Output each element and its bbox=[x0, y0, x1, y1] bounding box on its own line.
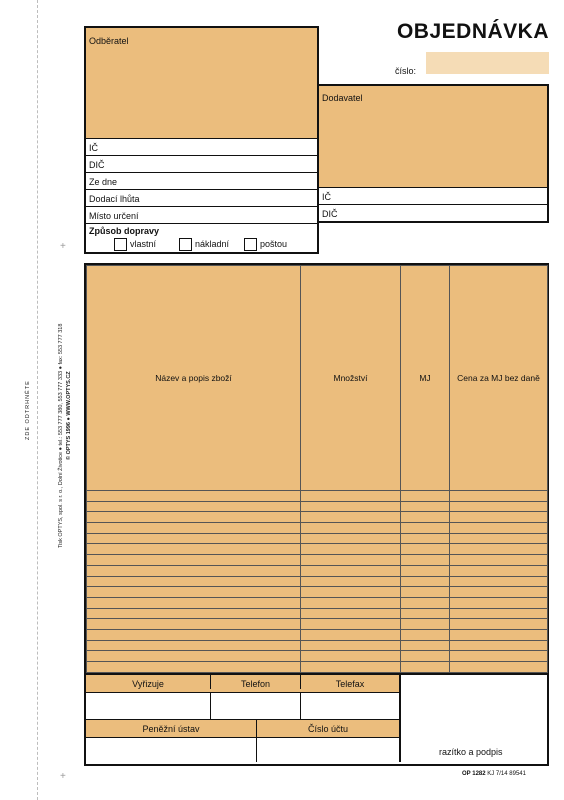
option-label: vlastní bbox=[130, 238, 157, 249]
footer-row2-header bbox=[86, 719, 399, 738]
dodaci-lhuta-label: Dodací lhůta bbox=[89, 194, 140, 204]
table-row bbox=[87, 608, 548, 619]
nazev-cell[interactable] bbox=[87, 544, 301, 555]
mnozstvi-cell[interactable] bbox=[301, 630, 401, 641]
stamp-label: razítko a podpis bbox=[439, 747, 503, 757]
mj-cell[interactable] bbox=[401, 651, 450, 662]
header-nazev: Název a popis zboží bbox=[87, 266, 301, 491]
cena-cell[interactable] bbox=[450, 544, 548, 555]
ze-dne-row[interactable] bbox=[86, 172, 317, 189]
cislo-uctu-header: Číslo účtu bbox=[256, 720, 399, 737]
printer-info: Tisk OPTYS, spol. s r. o., Dolní Životice ● tel.: 553 777 380, 553 777 333 ● fax: 553 777 318 bbox=[58, 323, 64, 548]
plus-mark: + bbox=[60, 241, 66, 252]
order-number-field[interactable] bbox=[426, 52, 549, 74]
mj-cell[interactable] bbox=[401, 501, 450, 512]
table-row bbox=[87, 544, 548, 555]
cena-cell[interactable] bbox=[450, 576, 548, 587]
cena-cell[interactable] bbox=[450, 587, 548, 598]
nazev-cell[interactable] bbox=[87, 608, 301, 619]
odberatel-area[interactable] bbox=[86, 28, 317, 138]
table-row bbox=[87, 501, 548, 512]
mnozstvi-cell[interactable] bbox=[301, 662, 401, 673]
cena-cell[interactable] bbox=[450, 533, 548, 544]
misto-urceni-label: Místo určení bbox=[89, 211, 139, 221]
plus-mark: + bbox=[60, 771, 66, 782]
dodavatel-dic-row[interactable] bbox=[319, 204, 547, 221]
mj-cell[interactable] bbox=[401, 512, 450, 523]
dodavatel-box bbox=[317, 84, 549, 223]
cena-cell[interactable] bbox=[450, 662, 548, 673]
nazev-cell[interactable] bbox=[87, 630, 301, 641]
option-postou[interactable] bbox=[244, 238, 287, 251]
mj-cell[interactable] bbox=[401, 565, 450, 576]
option-label: poštou bbox=[260, 238, 288, 249]
cut-label: ZDE ODTRHNĚTE bbox=[25, 380, 31, 440]
cena-cell[interactable] bbox=[450, 565, 548, 576]
form-code-suffix: KJ 7/14 89541 bbox=[487, 771, 526, 777]
misto-urceni-row[interactable] bbox=[86, 206, 317, 223]
checkbox[interactable] bbox=[114, 238, 127, 251]
printer-copyright: © OPTYS 1996 ● WWW.OPTYS.CZ bbox=[66, 371, 72, 460]
table-row bbox=[87, 597, 548, 608]
mnozstvi-cell[interactable] bbox=[301, 608, 401, 619]
cena-cell[interactable] bbox=[450, 608, 548, 619]
table-row bbox=[87, 565, 548, 576]
ic-label: IČ bbox=[322, 192, 331, 202]
cena-cell[interactable] bbox=[450, 630, 548, 641]
table-row bbox=[87, 555, 548, 566]
vyrizuje-field[interactable] bbox=[86, 693, 210, 719]
table-row bbox=[87, 490, 548, 501]
nazev-cell[interactable] bbox=[87, 651, 301, 662]
ze-dne-label: Ze dne bbox=[89, 177, 118, 187]
cena-cell[interactable] bbox=[450, 597, 548, 608]
cena-cell[interactable] bbox=[450, 490, 548, 501]
mnozstvi-cell[interactable] bbox=[301, 490, 401, 501]
option-label: nákladní bbox=[195, 238, 230, 249]
table-row bbox=[87, 576, 548, 587]
nazev-cell[interactable] bbox=[87, 662, 301, 673]
table-row bbox=[87, 523, 548, 534]
nazev-cell[interactable] bbox=[87, 597, 301, 608]
mnozstvi-cell[interactable] bbox=[301, 523, 401, 534]
mj-cell[interactable] bbox=[401, 619, 450, 630]
items-table bbox=[84, 263, 549, 675]
header-cena: Cena za MJ bez daně bbox=[450, 266, 548, 491]
telefon-field[interactable] bbox=[210, 693, 300, 719]
cena-cell[interactable] bbox=[450, 619, 548, 630]
odberatel-ic-row[interactable] bbox=[86, 138, 317, 155]
mnozstvi-cell[interactable] bbox=[301, 512, 401, 523]
checkbox[interactable] bbox=[179, 238, 192, 251]
dodavatel-area[interactable] bbox=[319, 86, 547, 187]
mj-cell[interactable] bbox=[401, 544, 450, 555]
nazev-cell[interactable] bbox=[87, 490, 301, 501]
mj-cell[interactable] bbox=[401, 576, 450, 587]
ic-label: IČ bbox=[89, 143, 98, 153]
nazev-cell[interactable] bbox=[87, 533, 301, 544]
header-mnozstvi: Množství bbox=[301, 266, 401, 491]
cena-cell[interactable] bbox=[450, 555, 548, 566]
checkbox[interactable] bbox=[244, 238, 257, 251]
mnozstvi-cell[interactable] bbox=[301, 651, 401, 662]
mj-cell[interactable] bbox=[401, 533, 450, 544]
odberatel-box bbox=[84, 26, 319, 254]
nazev-cell[interactable] bbox=[87, 587, 301, 598]
cislo-uctu-field[interactable] bbox=[256, 738, 399, 762]
cena-cell[interactable] bbox=[450, 501, 548, 512]
penezni-ustav-field[interactable] bbox=[86, 738, 256, 762]
form-code-main: OP 1282 bbox=[462, 771, 486, 777]
cena-cell[interactable] bbox=[450, 512, 548, 523]
table-row bbox=[87, 640, 548, 651]
mnozstvi-cell[interactable] bbox=[301, 619, 401, 630]
nazev-cell[interactable] bbox=[87, 576, 301, 587]
mnozstvi-cell[interactable] bbox=[301, 576, 401, 587]
mnozstvi-cell[interactable] bbox=[301, 565, 401, 576]
document-title: OBJEDNÁVKA bbox=[396, 20, 549, 43]
telefax-header: Telefax bbox=[300, 675, 399, 689]
penezni-ustav-header: Peněžní ústav bbox=[142, 724, 200, 734]
nazev-cell[interactable] bbox=[87, 555, 301, 566]
cena-cell[interactable] bbox=[450, 523, 548, 534]
odberatel-dic-row[interactable] bbox=[86, 155, 317, 172]
dodavatel-label: Dodavatel bbox=[322, 93, 363, 103]
nazev-cell[interactable] bbox=[87, 619, 301, 630]
cislo-label: číslo: bbox=[395, 66, 417, 76]
nazev-cell[interactable] bbox=[87, 640, 301, 651]
stamp-area[interactable] bbox=[399, 675, 547, 762]
telefon-header: Telefon bbox=[210, 675, 300, 689]
table-row bbox=[87, 512, 548, 523]
nazev-cell[interactable] bbox=[87, 523, 301, 534]
cena-cell[interactable] bbox=[450, 640, 548, 651]
tear-off-line bbox=[37, 0, 38, 800]
mj-cell[interactable] bbox=[401, 597, 450, 608]
mnozstvi-cell[interactable] bbox=[301, 501, 401, 512]
mnozstvi-cell[interactable] bbox=[301, 587, 401, 598]
cena-cell[interactable] bbox=[450, 651, 548, 662]
dic-label: DIČ bbox=[89, 160, 105, 170]
dodaci-lhuta-row[interactable] bbox=[86, 189, 317, 206]
mnozstvi-cell[interactable] bbox=[301, 544, 401, 555]
mj-cell[interactable] bbox=[401, 587, 450, 598]
table-header-row bbox=[87, 266, 548, 491]
mnozstvi-cell[interactable] bbox=[301, 640, 401, 651]
dodavatel-ic-row[interactable] bbox=[319, 187, 547, 204]
mnozstvi-cell[interactable] bbox=[301, 533, 401, 544]
footer-box bbox=[84, 675, 549, 766]
doprava-label: Způsob dopravy bbox=[89, 226, 160, 236]
table-row bbox=[87, 651, 548, 662]
footer-row1-header bbox=[86, 675, 399, 693]
table-row bbox=[87, 533, 548, 544]
mj-cell[interactable] bbox=[401, 555, 450, 566]
mj-cell[interactable] bbox=[401, 630, 450, 641]
doprava-row bbox=[86, 223, 317, 252]
option-nakladni[interactable] bbox=[179, 238, 229, 251]
odberatel-label: Odběratel bbox=[89, 36, 129, 46]
mj-cell[interactable] bbox=[401, 662, 450, 673]
nazev-cell[interactable] bbox=[87, 501, 301, 512]
nazev-cell[interactable] bbox=[87, 512, 301, 523]
table-row bbox=[87, 619, 548, 630]
mnozstvi-cell[interactable] bbox=[301, 555, 401, 566]
vyrizuje-header: Vyřizuje bbox=[132, 679, 164, 689]
telefax-field[interactable] bbox=[300, 693, 399, 719]
mj-cell[interactable] bbox=[401, 608, 450, 619]
nazev-cell[interactable] bbox=[87, 565, 301, 576]
header-mj: MJ bbox=[401, 266, 450, 491]
mnozstvi-cell[interactable] bbox=[301, 597, 401, 608]
option-vlastni[interactable] bbox=[114, 238, 156, 251]
table-row bbox=[87, 587, 548, 598]
mj-cell[interactable] bbox=[401, 523, 450, 534]
mj-cell[interactable] bbox=[401, 490, 450, 501]
form-code bbox=[462, 771, 526, 777]
dic-label: DIČ bbox=[322, 209, 338, 219]
mj-cell[interactable] bbox=[401, 640, 450, 651]
table-row bbox=[87, 630, 548, 641]
table-row bbox=[87, 662, 548, 673]
